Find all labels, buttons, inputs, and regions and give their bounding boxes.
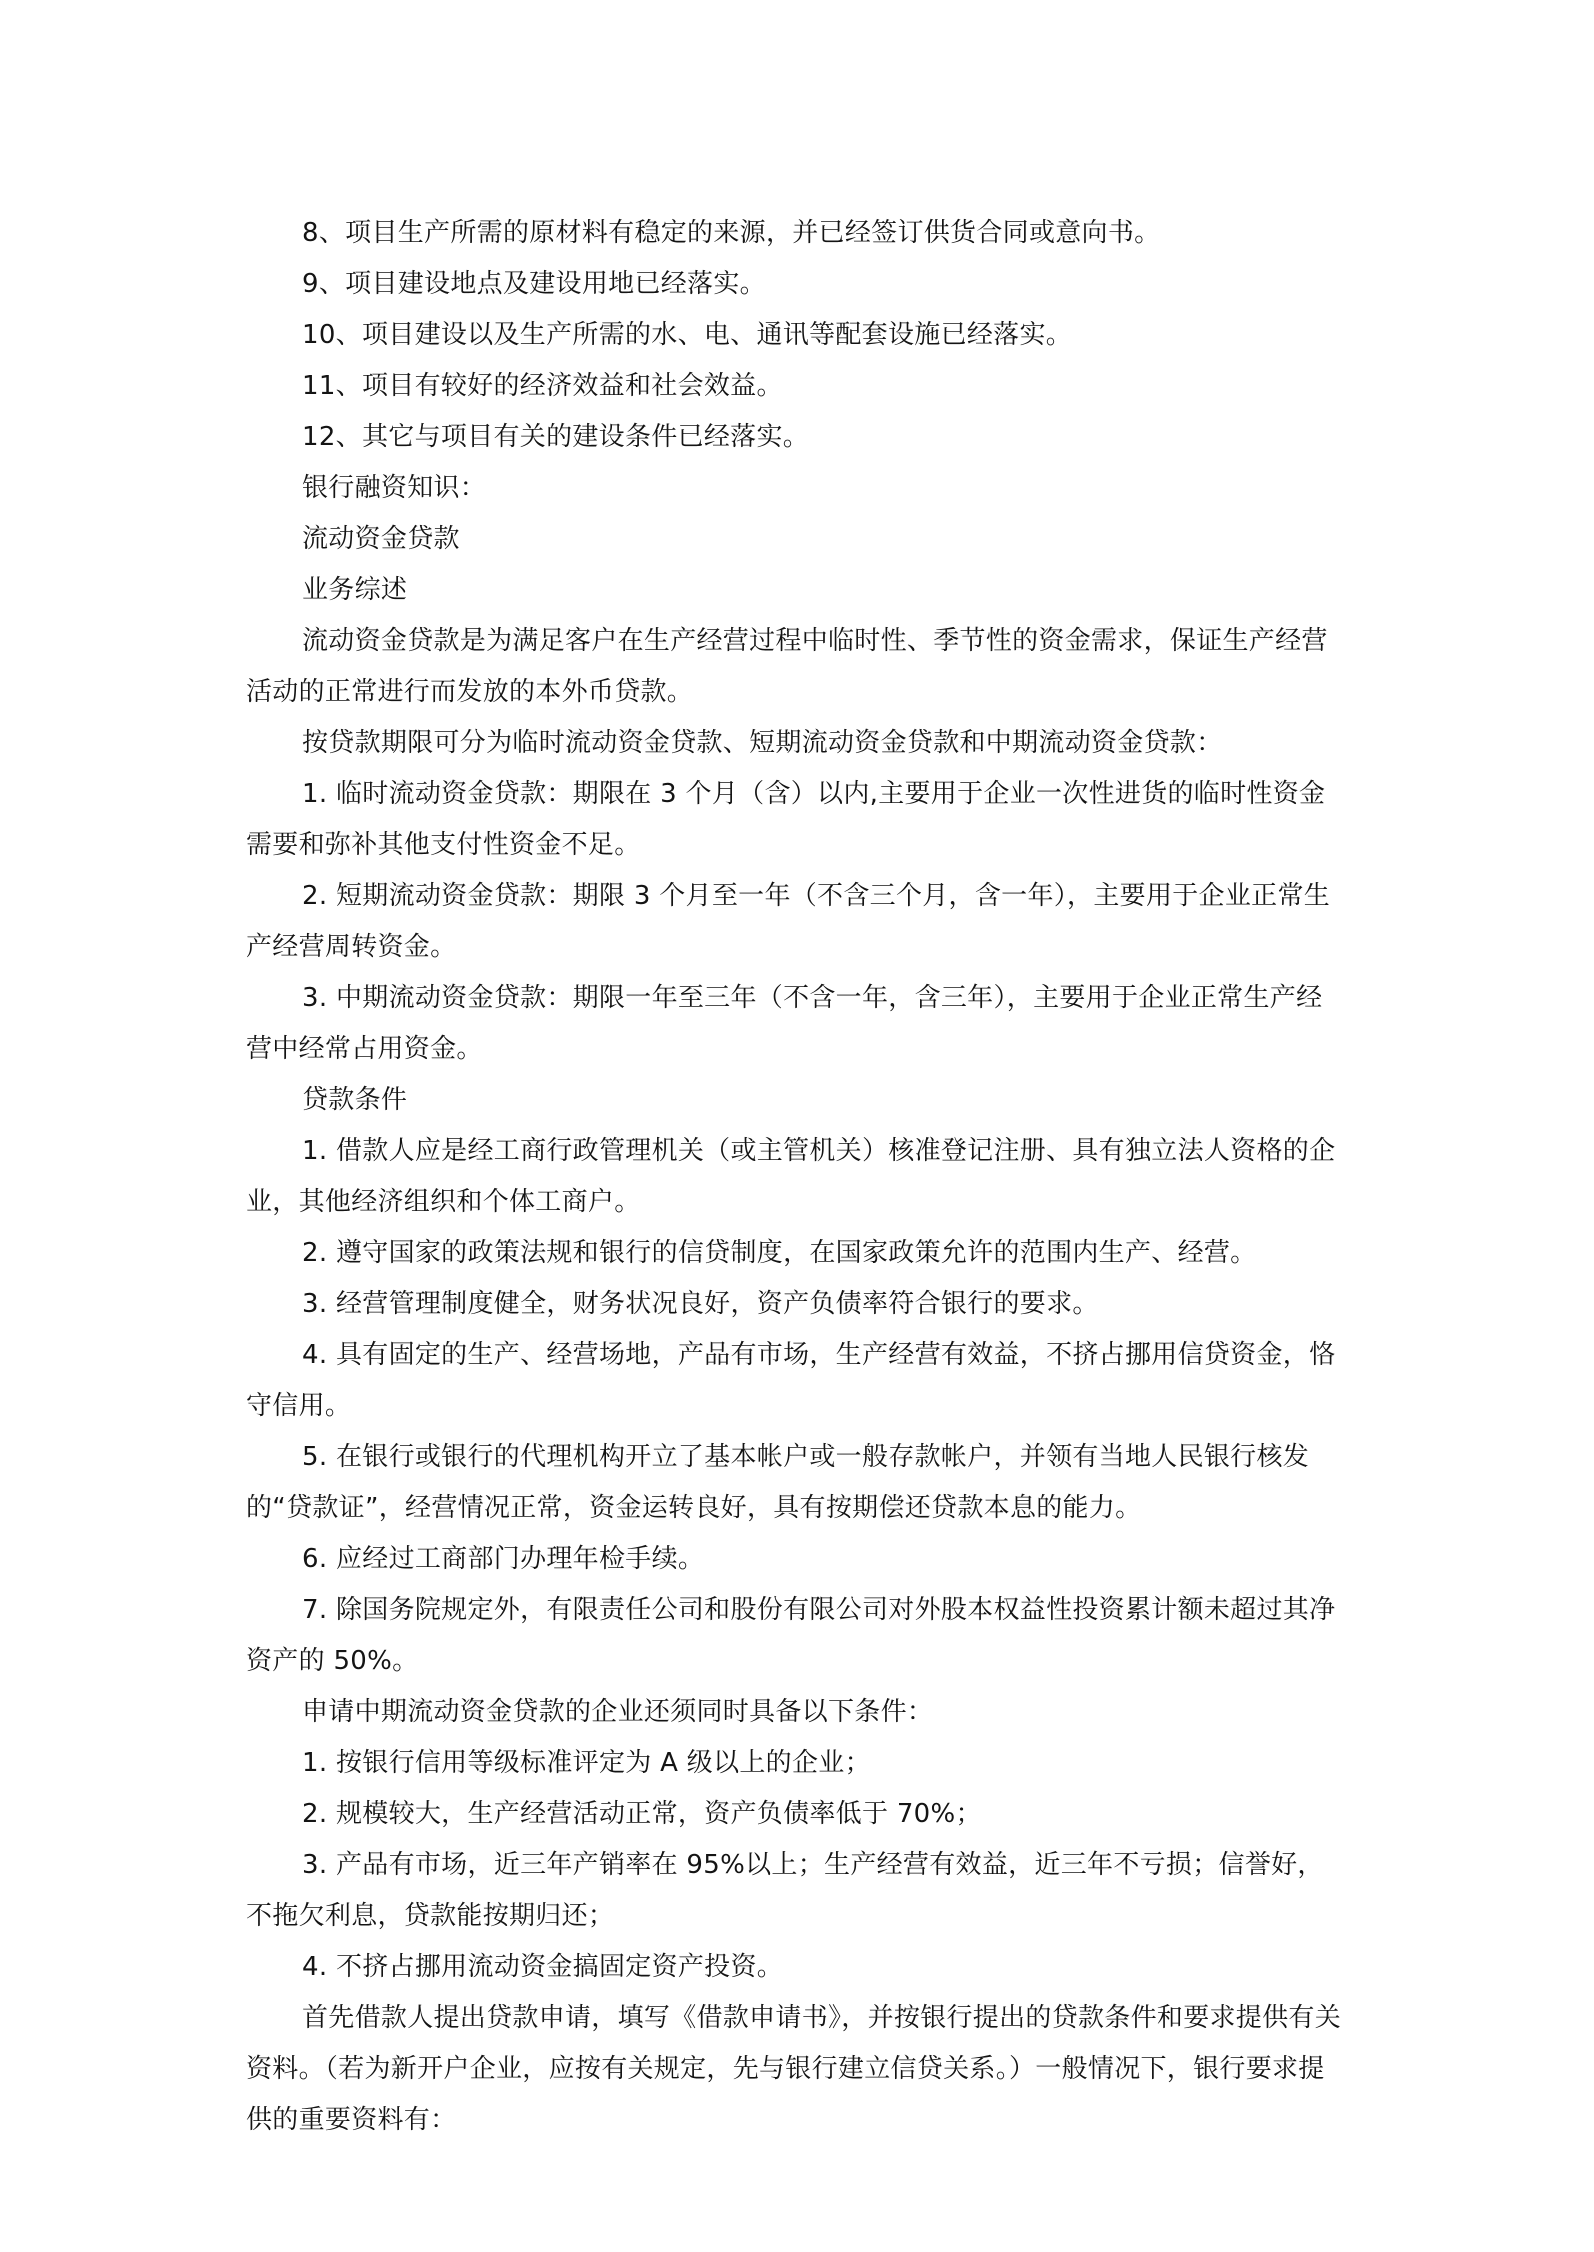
paragraph: 10、项目建设以及生产所需的水、电、通讯等配套设施已经落实。: [302, 320, 1073, 350]
paragraph: 申请中期流动资金贷款的企业还须同时具备以下条件：: [302, 1697, 934, 1727]
list-item: 3. 产品有市场，近三年产销率在 95%以上；生产经营有效益，近三年不亏损；信誉好，不拖欠利息，贷款能按期归还；: [246, 1850, 1324, 1931]
list-item: 1. 按银行信用等级标准评定为 A 级以上的企业；: [302, 1748, 871, 1778]
list-item: 2. 遵守国家的政策法规和银行的信贷制度，在国家政策允许的范围内生产、经营。: [302, 1238, 1257, 1268]
list-item: 4. 具有固定的生产、经营场地，产品有市场，生产经营有效益，不挤占挪用信贷资金，恪守信用。: [246, 1340, 1336, 1421]
list-item: 6. 应经过工商部门办理年检手续。: [302, 1544, 705, 1574]
list-item: 3. 中期流动资金贷款：期限一年至三年（不含一年，含三年），主要用于企业正常生产经营中经常占用资金。: [246, 983, 1323, 1064]
paragraph: 12、其它与项目有关的建设条件已经落实。: [302, 422, 810, 452]
section-heading: 贷款条件: [302, 1085, 408, 1115]
list-item: 2. 短期流动资金贷款：期限 3 个月至一年（不含三个月，含一年），主要用于企业正常生产经营周转资金。: [246, 881, 1331, 962]
section-heading: 业务综述: [302, 575, 408, 605]
document-body: [246, 208, 1346, 2146]
paragraph: 按贷款期限可分为临时流动资金贷款、短期流动资金贷款和中期流动资金贷款：: [302, 728, 1223, 758]
list-item: 5. 在银行或银行的代理机构开立了基本帐户或一般存款帐户，并领有当地人民银行核发的“贷款证”，经营情况正常，资金运转良好，具有按期偿还贷款本息的能力。: [246, 1442, 1310, 1523]
paragraph: 9、项目建设地点及建设用地已经落实。: [302, 269, 766, 299]
list-item: 1. 借款人应是经工商行政管理机关（或主管机关）核准登记注册、具有独立法人资格的企业，其他经济组织和个体工商户。: [246, 1136, 1336, 1217]
section-heading: 流动资金贷款: [302, 524, 460, 554]
paragraph: 首先借款人提出贷款申请，填写《借款申请书》，并按银行提出的贷款条件和要求提供有关资料。（若为新开户企业，应按有关规定，先与银行建立信贷关系。）一般情况下，银行要求提供的重要资料有：: [246, 2003, 1342, 2135]
paragraph: 流动资金贷款是为满足客户在生产经营过程中临时性、季节性的资金需求，保证生产经营活动的正常进行而发放的本外币贷款。: [246, 626, 1328, 707]
list-item: 1. 临时流动资金贷款：期限在 3 个月（含）以内,主要用于企业一次性进货的临时性资金需要和弥补其他支付性资金不足。: [246, 779, 1326, 860]
paragraph: 11、项目有较好的经济效益和社会效益。: [302, 371, 783, 401]
section-heading: 银行融资知识：: [302, 473, 487, 503]
list-item: 4. 不挤占挪用流动资金搞固定资产投资。: [302, 1952, 784, 1982]
paragraph: 8、项目生产所需的原材料有稳定的来源，并已经签订供货合同或意向书。: [302, 218, 1161, 248]
list-item: 2. 规模较大，生产经营活动正常，资产负债率低于 70%；: [302, 1799, 982, 1829]
list-item: 3. 经营管理制度健全，财务状况良好，资产负债率符合银行的要求。: [302, 1289, 1099, 1319]
list-item: 7. 除国务院规定外，有限责任公司和股份有限公司对外股本权益性投资累计额未超过其净资产的 50%。: [246, 1595, 1336, 1676]
